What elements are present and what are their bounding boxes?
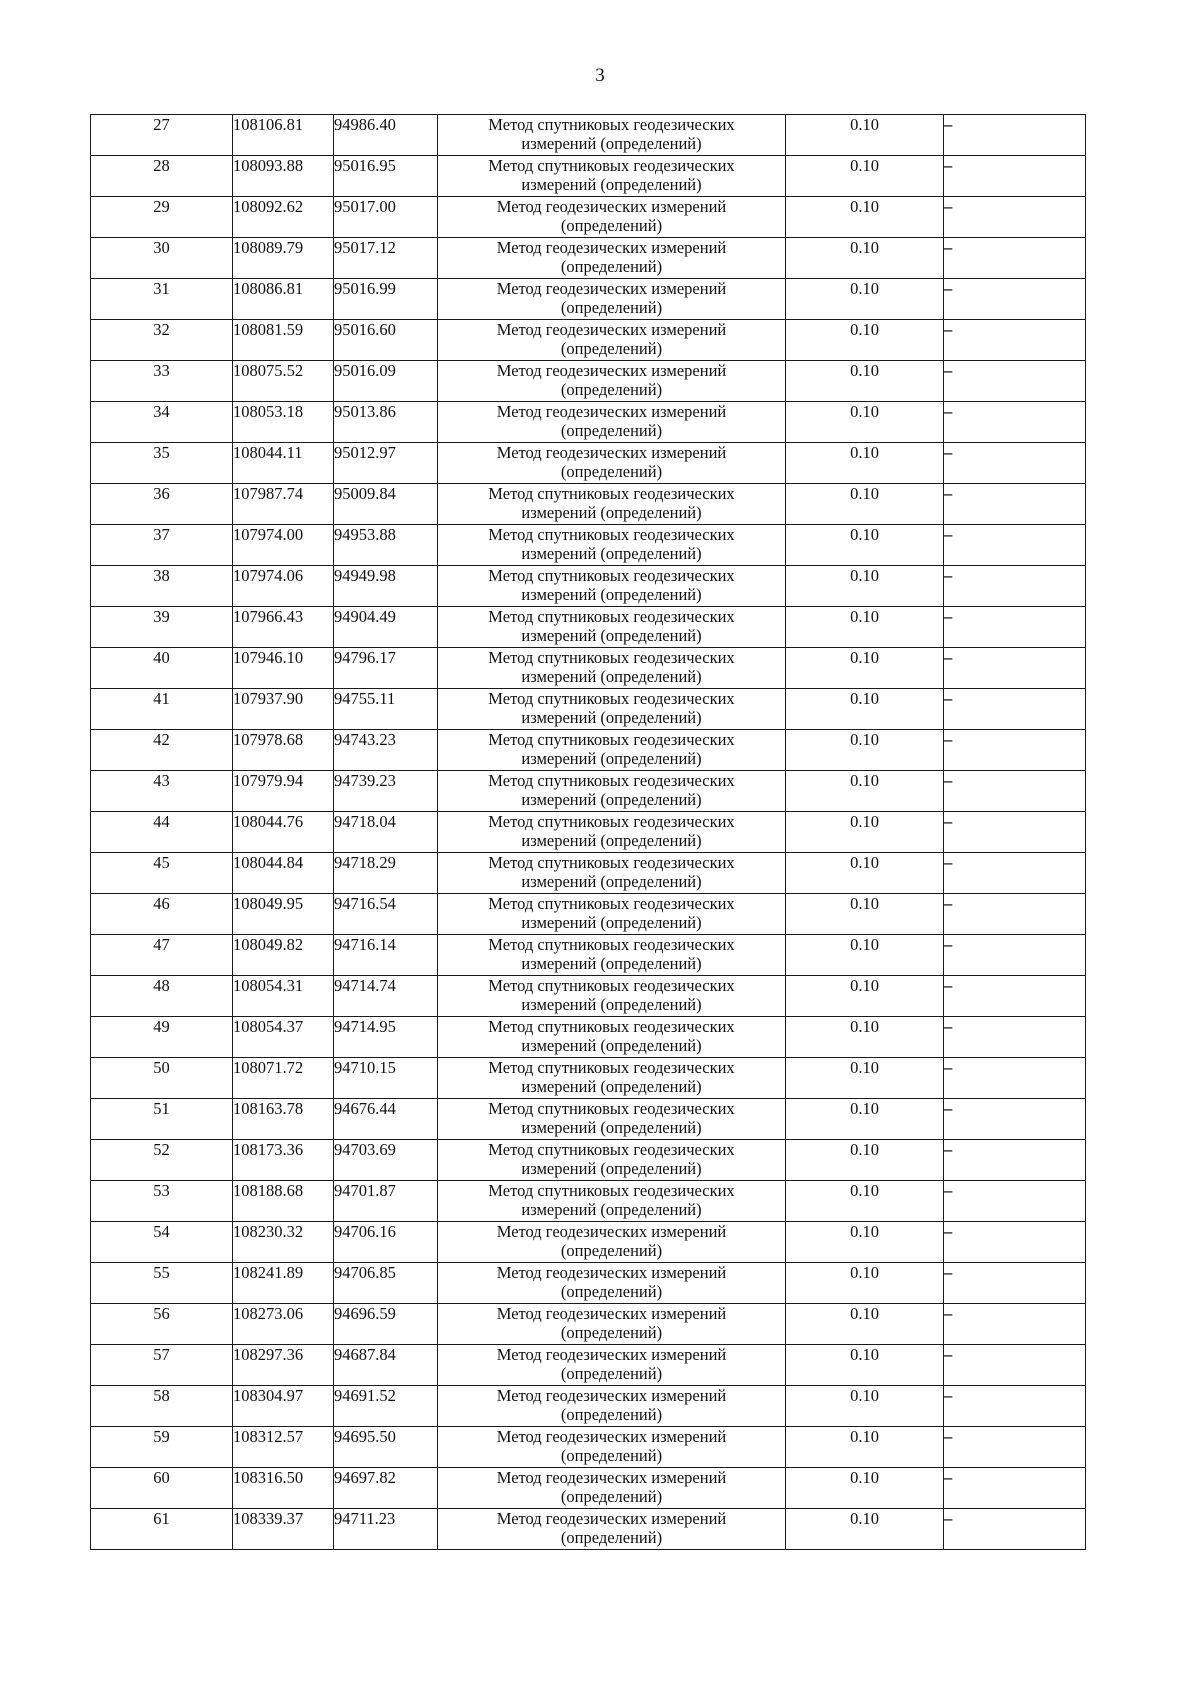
x-coordinate-cell: 108316.50	[233, 1468, 334, 1509]
method-cell	[438, 525, 786, 566]
point-number-cell: 57	[91, 1345, 233, 1386]
method-cell	[438, 279, 786, 320]
method-cell	[438, 566, 786, 607]
x-coordinate-cell: 107978.68	[233, 730, 334, 771]
x-coordinate-cell: 108188.68	[233, 1181, 334, 1222]
y-coordinate-cell: 95016.99	[334, 279, 438, 320]
note-cell: –	[944, 525, 1086, 566]
note-cell: –	[944, 156, 1086, 197]
method-text: Метод спутниковых геодезических измерений (определений)	[488, 730, 735, 768]
method-text: Метод геодезических измерений (определений)	[496, 320, 727, 358]
note-cell: –	[944, 1509, 1086, 1550]
x-coordinate-cell: 108049.95	[233, 894, 334, 935]
method-cell	[438, 1140, 786, 1181]
accuracy-cell: 0.10	[786, 935, 944, 976]
x-coordinate-cell: 107946.10	[233, 648, 334, 689]
point-number-cell: 33	[91, 361, 233, 402]
table-row	[91, 812, 1086, 853]
point-number-cell: 39	[91, 607, 233, 648]
accuracy-cell: 0.10	[786, 1345, 944, 1386]
accuracy-cell: 0.10	[786, 443, 944, 484]
table-row	[91, 1222, 1086, 1263]
y-coordinate-cell: 94755.11	[334, 689, 438, 730]
y-coordinate-cell: 94710.15	[334, 1058, 438, 1099]
point-number-cell: 43	[91, 771, 233, 812]
method-cell	[438, 238, 786, 279]
method-cell	[438, 812, 786, 853]
table-row	[91, 935, 1086, 976]
y-coordinate-cell: 94949.98	[334, 566, 438, 607]
table-row	[91, 156, 1086, 197]
y-coordinate-cell: 95016.95	[334, 156, 438, 197]
point-number-cell: 34	[91, 402, 233, 443]
note-cell: –	[944, 607, 1086, 648]
point-number-cell: 29	[91, 197, 233, 238]
y-coordinate-cell: 94701.87	[334, 1181, 438, 1222]
method-text: Метод геодезических измерений (определений)	[496, 1304, 727, 1342]
note-cell: –	[944, 1222, 1086, 1263]
table-row	[91, 361, 1086, 402]
method-cell	[438, 1181, 786, 1222]
point-number-cell: 53	[91, 1181, 233, 1222]
method-cell	[438, 1304, 786, 1345]
y-coordinate-cell: 95012.97	[334, 443, 438, 484]
table-row	[91, 238, 1086, 279]
method-text: Метод спутниковых геодезических измерений (определений)	[488, 484, 735, 522]
note-cell: –	[944, 443, 1086, 484]
method-cell	[438, 1058, 786, 1099]
y-coordinate-cell: 95013.86	[334, 402, 438, 443]
method-cell	[438, 197, 786, 238]
table-row	[91, 525, 1086, 566]
x-coordinate-cell: 108106.81	[233, 115, 334, 156]
y-coordinate-cell: 94953.88	[334, 525, 438, 566]
accuracy-cell: 0.10	[786, 976, 944, 1017]
accuracy-cell: 0.10	[786, 607, 944, 648]
x-coordinate-cell: 108053.18	[233, 402, 334, 443]
method-cell	[438, 115, 786, 156]
note-cell: –	[944, 730, 1086, 771]
note-cell: –	[944, 1345, 1086, 1386]
x-coordinate-cell: 108044.76	[233, 812, 334, 853]
accuracy-cell: 0.10	[786, 197, 944, 238]
x-coordinate-cell: 107937.90	[233, 689, 334, 730]
point-number-cell: 46	[91, 894, 233, 935]
y-coordinate-cell: 94697.82	[334, 1468, 438, 1509]
y-coordinate-cell: 94716.14	[334, 935, 438, 976]
table-row	[91, 1263, 1086, 1304]
accuracy-cell: 0.10	[786, 1017, 944, 1058]
method-cell	[438, 1386, 786, 1427]
method-cell	[438, 1427, 786, 1468]
point-number-cell: 27	[91, 115, 233, 156]
point-number-cell: 38	[91, 566, 233, 607]
method-cell	[438, 1263, 786, 1304]
note-cell: –	[944, 1263, 1086, 1304]
accuracy-cell: 0.10	[786, 115, 944, 156]
accuracy-cell: 0.10	[786, 238, 944, 279]
y-coordinate-cell: 94711.23	[334, 1509, 438, 1550]
accuracy-cell: 0.10	[786, 484, 944, 525]
x-coordinate-cell: 107987.74	[233, 484, 334, 525]
table-row	[91, 853, 1086, 894]
note-cell: –	[944, 935, 1086, 976]
table-row	[91, 443, 1086, 484]
y-coordinate-cell: 95017.00	[334, 197, 438, 238]
x-coordinate-cell: 108092.62	[233, 197, 334, 238]
point-number-cell: 55	[91, 1263, 233, 1304]
table-row	[91, 115, 1086, 156]
y-coordinate-cell: 94714.95	[334, 1017, 438, 1058]
method-text: Метод спутниковых геодезических измерений (определений)	[488, 607, 735, 645]
method-text: Метод спутниковых геодезических измерений (определений)	[488, 976, 735, 1014]
note-cell: –	[944, 197, 1086, 238]
accuracy-cell: 0.10	[786, 361, 944, 402]
y-coordinate-cell: 95016.60	[334, 320, 438, 361]
table-row	[91, 648, 1086, 689]
x-coordinate-cell: 108304.97	[233, 1386, 334, 1427]
x-coordinate-cell: 107979.94	[233, 771, 334, 812]
method-text: Метод геодезических измерений (определений)	[496, 1427, 727, 1465]
method-text: Метод геодезических измерений (определений)	[496, 1468, 727, 1506]
y-coordinate-cell: 94986.40	[334, 115, 438, 156]
method-cell	[438, 730, 786, 771]
x-coordinate-cell: 108071.72	[233, 1058, 334, 1099]
table-row	[91, 1386, 1086, 1427]
y-coordinate-cell: 94706.16	[334, 1222, 438, 1263]
accuracy-cell: 0.10	[786, 1263, 944, 1304]
method-text: Метод геодезических измерений (определений)	[496, 402, 727, 440]
method-cell	[438, 1099, 786, 1140]
coordinates-table	[90, 114, 1086, 1550]
table-row	[91, 279, 1086, 320]
accuracy-cell: 0.10	[786, 320, 944, 361]
accuracy-cell: 0.10	[786, 156, 944, 197]
point-number-cell: 47	[91, 935, 233, 976]
method-text: Метод спутниковых геодезических измерений (определений)	[488, 1099, 735, 1137]
point-number-cell: 54	[91, 1222, 233, 1263]
table-row	[91, 1304, 1086, 1345]
table-row	[91, 771, 1086, 812]
point-number-cell: 56	[91, 1304, 233, 1345]
method-cell	[438, 1222, 786, 1263]
method-cell	[438, 156, 786, 197]
accuracy-cell: 0.10	[786, 812, 944, 853]
method-cell	[438, 1017, 786, 1058]
table-row	[91, 730, 1086, 771]
table-row	[91, 1099, 1086, 1140]
point-number-cell: 32	[91, 320, 233, 361]
accuracy-cell: 0.10	[786, 566, 944, 607]
x-coordinate-cell: 108049.82	[233, 935, 334, 976]
note-cell: –	[944, 1017, 1086, 1058]
accuracy-cell: 0.10	[786, 1181, 944, 1222]
method-text: Метод спутниковых геодезических измерений (определений)	[488, 1140, 735, 1178]
point-number-cell: 31	[91, 279, 233, 320]
x-coordinate-cell: 107966.43	[233, 607, 334, 648]
note-cell: –	[944, 115, 1086, 156]
table-row	[91, 1140, 1086, 1181]
y-coordinate-cell: 94714.74	[334, 976, 438, 1017]
point-number-cell: 44	[91, 812, 233, 853]
table-row	[91, 976, 1086, 1017]
x-coordinate-cell: 108054.31	[233, 976, 334, 1017]
note-cell: –	[944, 1181, 1086, 1222]
accuracy-cell: 0.10	[786, 894, 944, 935]
accuracy-cell: 0.10	[786, 1386, 944, 1427]
x-coordinate-cell: 108089.79	[233, 238, 334, 279]
method-text: Метод спутниковых геодезических измерений (определений)	[488, 853, 735, 891]
method-text: Метод спутниковых геодезических измерений (определений)	[488, 156, 735, 194]
point-number-cell: 28	[91, 156, 233, 197]
table-row	[91, 1468, 1086, 1509]
accuracy-cell: 0.10	[786, 1304, 944, 1345]
note-cell: –	[944, 566, 1086, 607]
note-cell: –	[944, 689, 1086, 730]
point-number-cell: 41	[91, 689, 233, 730]
note-cell: –	[944, 976, 1086, 1017]
note-cell: –	[944, 279, 1086, 320]
y-coordinate-cell: 94706.85	[334, 1263, 438, 1304]
table-row	[91, 689, 1086, 730]
y-coordinate-cell: 95009.84	[334, 484, 438, 525]
y-coordinate-cell: 94904.49	[334, 607, 438, 648]
method-text: Метод спутниковых геодезических измерений (определений)	[488, 115, 735, 153]
y-coordinate-cell: 94691.52	[334, 1386, 438, 1427]
accuracy-cell: 0.10	[786, 648, 944, 689]
method-text: Метод спутниковых геодезических измерений (определений)	[488, 812, 735, 850]
point-number-cell: 36	[91, 484, 233, 525]
x-coordinate-cell: 108086.81	[233, 279, 334, 320]
note-cell: –	[944, 238, 1086, 279]
note-cell: –	[944, 812, 1086, 853]
x-coordinate-cell: 108273.06	[233, 1304, 334, 1345]
accuracy-cell: 0.10	[786, 1509, 944, 1550]
method-text: Метод спутниковых геодезических измерений (определений)	[488, 1017, 735, 1055]
point-number-cell: 52	[91, 1140, 233, 1181]
point-number-cell: 45	[91, 853, 233, 894]
accuracy-cell: 0.10	[786, 853, 944, 894]
method-cell	[438, 689, 786, 730]
x-coordinate-cell: 108339.37	[233, 1509, 334, 1550]
method-cell	[438, 443, 786, 484]
method-text: Метод геодезических измерений (определений)	[496, 361, 727, 399]
method-text: Метод геодезических измерений (определений)	[496, 1509, 727, 1547]
method-text: Метод спутниковых геодезических измерений (определений)	[488, 935, 735, 973]
table-row	[91, 1017, 1086, 1058]
note-cell: –	[944, 484, 1086, 525]
method-text: Метод спутниковых геодезических измерений (определений)	[488, 1058, 735, 1096]
point-number-cell: 37	[91, 525, 233, 566]
method-text: Метод спутниковых геодезических измерений (определений)	[488, 1181, 735, 1219]
x-coordinate-cell: 108044.11	[233, 443, 334, 484]
table-row	[91, 320, 1086, 361]
table-row	[91, 402, 1086, 443]
note-cell: –	[944, 771, 1086, 812]
table-row	[91, 1058, 1086, 1099]
method-cell	[438, 1509, 786, 1550]
method-cell	[438, 894, 786, 935]
y-coordinate-cell: 94718.29	[334, 853, 438, 894]
y-coordinate-cell: 94703.69	[334, 1140, 438, 1181]
method-text: Метод геодезических измерений (определений)	[496, 443, 727, 481]
point-number-cell: 35	[91, 443, 233, 484]
method-text: Метод геодезических измерений (определений)	[496, 1263, 727, 1301]
method-text: Метод геодезических измерений (определений)	[496, 1386, 727, 1424]
accuracy-cell: 0.10	[786, 1058, 944, 1099]
table-row	[91, 1509, 1086, 1550]
point-number-cell: 42	[91, 730, 233, 771]
x-coordinate-cell: 108297.36	[233, 1345, 334, 1386]
x-coordinate-cell: 108173.36	[233, 1140, 334, 1181]
note-cell: –	[944, 361, 1086, 402]
method-cell	[438, 1468, 786, 1509]
method-text: Метод спутниковых геодезических измерений (определений)	[488, 894, 735, 932]
method-text: Метод спутниковых геодезических измерений (определений)	[488, 689, 735, 727]
x-coordinate-cell: 108054.37	[233, 1017, 334, 1058]
point-number-cell: 61	[91, 1509, 233, 1550]
method-text: Метод геодезических измерений (определений)	[496, 238, 727, 276]
y-coordinate-cell: 94796.17	[334, 648, 438, 689]
y-coordinate-cell: 94696.59	[334, 1304, 438, 1345]
x-coordinate-cell: 108312.57	[233, 1427, 334, 1468]
x-coordinate-cell: 108044.84	[233, 853, 334, 894]
table-row	[91, 1345, 1086, 1386]
method-cell	[438, 402, 786, 443]
note-cell: –	[944, 1304, 1086, 1345]
note-cell: –	[944, 320, 1086, 361]
accuracy-cell: 0.10	[786, 1099, 944, 1140]
point-number-cell: 60	[91, 1468, 233, 1509]
method-text: Метод геодезических измерений (определений)	[496, 1345, 727, 1383]
x-coordinate-cell: 107974.06	[233, 566, 334, 607]
x-coordinate-cell: 108241.89	[233, 1263, 334, 1304]
y-coordinate-cell: 94743.23	[334, 730, 438, 771]
y-coordinate-cell: 95017.12	[334, 238, 438, 279]
y-coordinate-cell: 94676.44	[334, 1099, 438, 1140]
point-number-cell: 49	[91, 1017, 233, 1058]
point-number-cell: 51	[91, 1099, 233, 1140]
method-cell	[438, 1345, 786, 1386]
method-cell	[438, 648, 786, 689]
x-coordinate-cell: 108093.88	[233, 156, 334, 197]
point-number-cell: 50	[91, 1058, 233, 1099]
note-cell: –	[944, 853, 1086, 894]
point-number-cell: 48	[91, 976, 233, 1017]
accuracy-cell: 0.10	[786, 1222, 944, 1263]
table-row	[91, 484, 1086, 525]
y-coordinate-cell: 95016.09	[334, 361, 438, 402]
method-cell	[438, 361, 786, 402]
y-coordinate-cell: 94739.23	[334, 771, 438, 812]
y-coordinate-cell: 94687.84	[334, 1345, 438, 1386]
accuracy-cell: 0.10	[786, 279, 944, 320]
method-cell	[438, 976, 786, 1017]
method-text: Метод геодезических измерений (определений)	[496, 197, 727, 235]
note-cell: –	[944, 1427, 1086, 1468]
x-coordinate-cell: 108163.78	[233, 1099, 334, 1140]
method-text: Метод спутниковых геодезических измерений (определений)	[488, 771, 735, 809]
method-cell	[438, 320, 786, 361]
accuracy-cell: 0.10	[786, 1427, 944, 1468]
accuracy-cell: 0.10	[786, 1140, 944, 1181]
y-coordinate-cell: 94695.50	[334, 1427, 438, 1468]
table-row	[91, 894, 1086, 935]
y-coordinate-cell: 94716.54	[334, 894, 438, 935]
accuracy-cell: 0.10	[786, 525, 944, 566]
accuracy-cell: 0.10	[786, 1468, 944, 1509]
table-row	[91, 607, 1086, 648]
coordinates-table-body	[91, 115, 1086, 1550]
method-cell	[438, 607, 786, 648]
method-cell	[438, 771, 786, 812]
point-number-cell: 30	[91, 238, 233, 279]
method-text: Метод спутниковых геодезических измерений (определений)	[488, 525, 735, 563]
table-row	[91, 566, 1086, 607]
method-text: Метод спутниковых геодезических измерений (определений)	[488, 566, 735, 604]
method-text: Метод геодезических измерений (определений)	[496, 279, 727, 317]
note-cell: –	[944, 1099, 1086, 1140]
method-cell	[438, 484, 786, 525]
note-cell: –	[944, 402, 1086, 443]
note-cell: –	[944, 894, 1086, 935]
accuracy-cell: 0.10	[786, 402, 944, 443]
note-cell: –	[944, 1140, 1086, 1181]
method-cell	[438, 935, 786, 976]
point-number-cell: 59	[91, 1427, 233, 1468]
table-row	[91, 1427, 1086, 1468]
note-cell: –	[944, 1468, 1086, 1509]
page-number: 3	[595, 65, 605, 86]
y-coordinate-cell: 94718.04	[334, 812, 438, 853]
x-coordinate-cell: 108230.32	[233, 1222, 334, 1263]
point-number-cell: 58	[91, 1386, 233, 1427]
accuracy-cell: 0.10	[786, 689, 944, 730]
table-row	[91, 1181, 1086, 1222]
table-row	[91, 197, 1086, 238]
note-cell: –	[944, 1386, 1086, 1427]
x-coordinate-cell: 107974.00	[233, 525, 334, 566]
method-text: Метод геодезических измерений (определений)	[496, 1222, 727, 1260]
method-cell	[438, 853, 786, 894]
accuracy-cell: 0.10	[786, 771, 944, 812]
x-coordinate-cell: 108075.52	[233, 361, 334, 402]
method-text: Метод спутниковых геодезических измерений (определений)	[488, 648, 735, 686]
point-number-cell: 40	[91, 648, 233, 689]
note-cell: –	[944, 648, 1086, 689]
accuracy-cell: 0.10	[786, 730, 944, 771]
x-coordinate-cell: 108081.59	[233, 320, 334, 361]
note-cell: –	[944, 1058, 1086, 1099]
